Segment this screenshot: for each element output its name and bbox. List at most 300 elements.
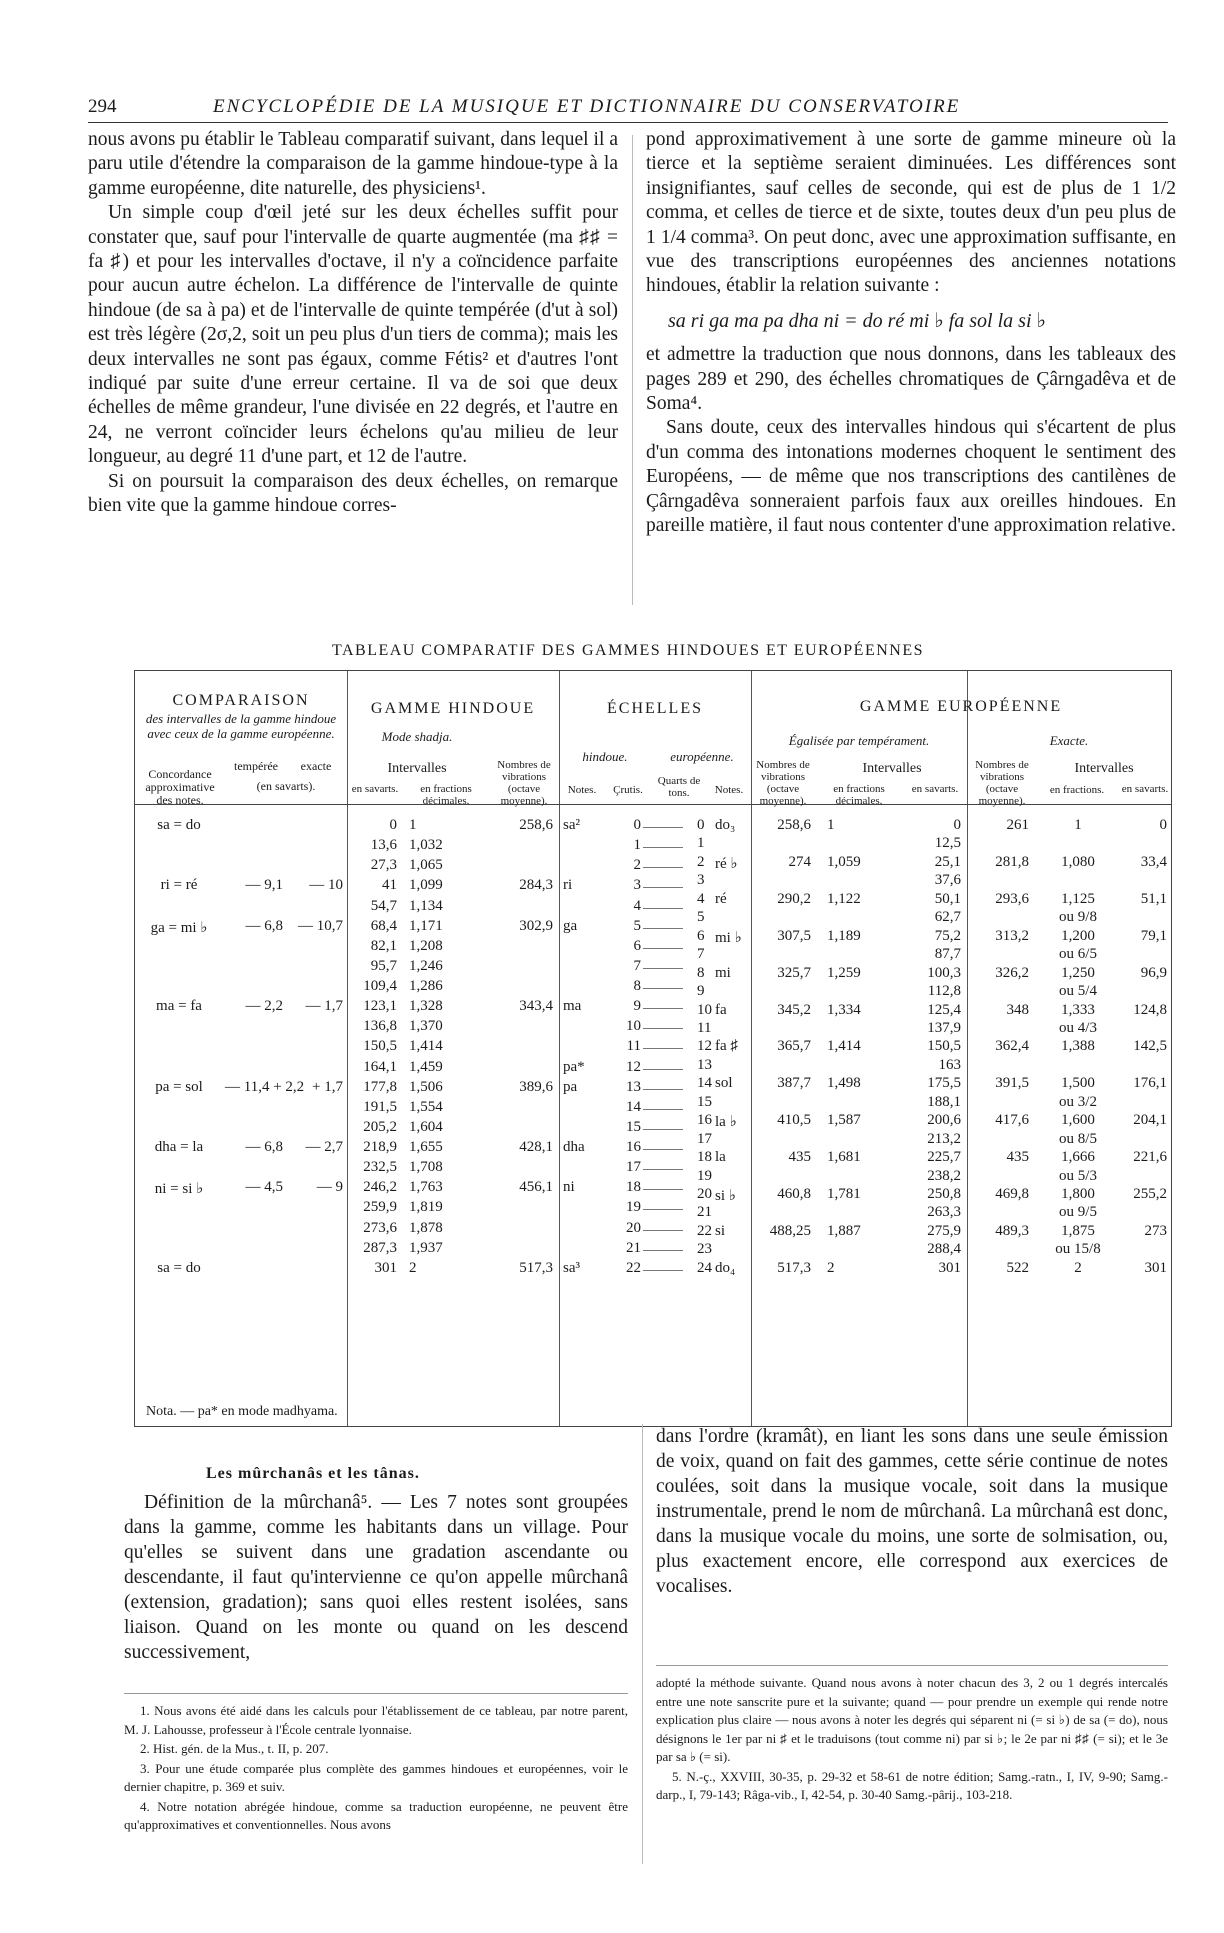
hindu-decimal: 1,819	[409, 1199, 443, 1216]
exact-vibrations: 261	[1006, 817, 1029, 833]
exact-fraction: 1,800	[1061, 1186, 1095, 1202]
hindu-decimal: 1,246	[409, 957, 443, 974]
header-europeenne: européenne.	[670, 749, 734, 764]
exact-savarts: 221,6	[1133, 1149, 1167, 1166]
footnotes-left	[124, 1693, 628, 1836]
hindu-savarts: 54,7	[370, 897, 397, 914]
concordance-note: sa = do	[157, 1259, 201, 1276]
quarter-tone: 12	[697, 1038, 712, 1055]
cruti-number: 4	[633, 897, 641, 914]
hindu-savarts: 0	[389, 817, 397, 833]
tempered-savarts: 0	[953, 817, 961, 833]
hindu-decimal: 1,655	[409, 1139, 443, 1156]
quarter-tone: 17	[697, 1130, 712, 1147]
hindu-vibrations: 284,3	[519, 877, 553, 894]
hindu-decimal: 1,506	[409, 1078, 443, 1095]
exact-fraction: 1,875	[1061, 1222, 1095, 1239]
cruti-number: 15	[626, 1118, 641, 1135]
header-comparaison: COMPARAISON	[172, 692, 310, 709]
exact-fraction: ou 3/2	[1059, 1093, 1097, 1110]
exact-fraction: ou 5/3	[1059, 1167, 1097, 1184]
exact-savarts: 176,1	[1133, 1075, 1167, 1092]
header-exacte: exacte	[300, 759, 332, 773]
quarter-tone: 5	[697, 909, 705, 926]
header-mode: Mode shadja.	[381, 729, 453, 744]
header-exact-savarts: en savarts.	[1121, 783, 1169, 795]
tempered-decimal: 1,122	[827, 890, 861, 907]
tempered-savarts: 87,7	[934, 946, 961, 963]
exact-savarts: 255,2	[1133, 1186, 1167, 1202]
exact-diff: — 2,7	[305, 1139, 343, 1156]
hindu-vibrations: 343,4	[519, 998, 553, 1015]
exact-fraction: ou 8/5	[1059, 1130, 1097, 1147]
hindu-decimal: 1,099	[409, 877, 443, 894]
scale-line	[643, 948, 683, 949]
quarter-tone: 8	[697, 964, 705, 981]
paragraph: Un simple coup d'œil jeté sur les deux échelles suffit pour constater que, sauf pour l'intervalle de quarte augmentée (ma ♯♯ = fa ♯) et pour les intervalles d'octave, il n'y a coïncidence parfaite pour aucun autre échelon. La différence de l'intervalle de quinte hindoue (de sa à pa) et de l'intervalle de quinte tempérée (d'ut à sol) est très légère (2σ,2, soit un peu plus d'un tiers de comma); mais les deux intervalles ne sont pas égaux, comme Fétis² et d'autres l'ont indiqué par suite d'une erreur certaine. Il va de soi que deux échelles de même grandeur, l'une divisée en 22 degrés, et l'autre en 24, ne verront coïncider leurs échelons qu'au milieu de leur longueur, au degré 11 d'une part, et 12 de l'autre.	[88, 202, 618, 468]
hindu-note: ma	[563, 998, 582, 1015]
tempered-savarts: 200,6	[927, 1112, 961, 1129]
hindu-savarts: 136,8	[363, 1018, 397, 1035]
tempered-savarts: 75,2	[934, 927, 961, 944]
quarter-tone: 4	[697, 890, 705, 907]
exact-vibrations: 348	[1006, 1001, 1029, 1018]
euro-note: la	[715, 1149, 726, 1166]
tempered-savarts: 288,4	[927, 1241, 961, 1258]
hindu-savarts: 27,3	[370, 857, 397, 874]
cruti-number: 12	[626, 1058, 641, 1075]
hindu-savarts: 232,5	[363, 1159, 397, 1176]
exact-savarts: 301	[1144, 1259, 1167, 1276]
quarter-tone: 0	[697, 817, 705, 833]
hindu-decimal: 1,286	[409, 978, 443, 995]
header-echelles: ÉCHELLES	[607, 700, 703, 717]
tempered-diff: — 6,8	[245, 917, 283, 934]
quarter-tone: 2	[697, 853, 705, 870]
tempered-decimal: 1,059	[827, 853, 861, 870]
tempered-savarts: 37,6	[934, 872, 961, 889]
cruti-number: 17	[626, 1159, 641, 1176]
header-temperee: tempérée	[234, 759, 278, 773]
concordance-note: dha = la	[154, 1139, 204, 1156]
exact-fraction: 1,666	[1061, 1149, 1095, 1166]
header-hindoue: hindoue.	[582, 749, 628, 764]
header-gamme-hindoue: GAMME HINDOUE	[370, 700, 536, 717]
hindu-savarts: 301	[374, 1259, 397, 1276]
euro-note: la ♭	[715, 1114, 737, 1131]
quarter-tone: 19	[697, 1167, 712, 1184]
quarter-tone: 10	[697, 1001, 712, 1018]
quarter-tone: 6	[697, 927, 705, 944]
exact-fraction: 1,333	[1061, 1001, 1095, 1018]
exact-savarts: 273	[1144, 1222, 1167, 1239]
scale-line	[643, 1270, 683, 1271]
hindu-savarts: 273,6	[363, 1219, 397, 1236]
cruti-number: 8	[633, 978, 641, 995]
hindu-decimal: 1,328	[409, 998, 443, 1015]
header-exact-fractions: en fractions.	[1049, 784, 1105, 796]
hindu-savarts: 82,1	[370, 937, 397, 954]
exact-diff: — 10	[309, 877, 343, 894]
cruti-number: 9	[633, 998, 641, 1015]
cruti-number: 21	[626, 1239, 641, 1256]
exact-savarts: 0	[1159, 817, 1167, 833]
quarter-tone: 1	[697, 835, 705, 852]
tempered-diff: — 6,8	[245, 1139, 283, 1156]
footnotes-right	[656, 1665, 1168, 1806]
cruti-number: 19	[626, 1199, 641, 1216]
hindu-decimal: 1,763	[409, 1179, 443, 1196]
paragraph: et admettre la traduction que nous donnons, dans les tableaux des pages 289 et 290, des échelles chromatiques de Çârngadêva et de Soma⁴.	[646, 344, 1176, 415]
tempered-diff: — 11,4 + 2,2	[225, 1078, 305, 1095]
paragraph: Définition de la mûrchanâ⁵. — Les 7 notes sont groupées dans la gamme, comme les habitants dans un village. Pour qu'elles se suivent dans une gradation ascendante ou descendante, il faut qu'intervienne ce qu'on appelle mûrchanâ (extension, gradation); sans quoi elles restent isolées, sans liaison. Quand on les monte ou quand on les descend successivement,	[124, 1492, 628, 1663]
header-intervalles: Intervalles	[387, 761, 447, 776]
tempered-vibrations: 365,7	[777, 1038, 811, 1055]
hindu-savarts: 13,6	[370, 837, 397, 854]
hindu-note: dha	[563, 1139, 585, 1156]
running-title: ENCYCLOPÉDIE DE LA MUSIQUE ET DICTIONNAIRE DU CONSERVATOIRE	[213, 96, 961, 117]
hindu-note: pa	[563, 1078, 578, 1095]
header-exact-vibrations: Nombres de vibrations (octave moyenne).	[975, 759, 1029, 807]
hindu-decimal: 2	[409, 1259, 417, 1276]
quarter-tone: 22	[697, 1222, 712, 1239]
euro-note: do₄	[715, 1259, 736, 1276]
header-notes: Notes.	[567, 784, 597, 796]
exact-diff: + 1,7	[312, 1078, 343, 1095]
tempered-savarts: 163	[938, 1056, 961, 1073]
scale-line	[643, 887, 683, 888]
hindu-decimal: 1,208	[409, 937, 443, 954]
cruti-number: 1	[633, 837, 641, 854]
scale-line	[643, 827, 683, 828]
scale-line	[643, 1189, 683, 1190]
quarter-tone: 23	[697, 1241, 712, 1258]
scale-line	[643, 1008, 683, 1009]
hindu-savarts: 287,3	[363, 1239, 397, 1256]
tempered-savarts: 100,3	[927, 964, 961, 981]
hindu-decimal: 1,708	[409, 1159, 443, 1176]
tempered-savarts: 301	[938, 1259, 961, 1276]
hindu-decimal: 1,878	[409, 1219, 443, 1236]
concordance-note: ga = mi ♭	[150, 919, 208, 936]
tempered-vibrations: 460,8	[777, 1186, 811, 1202]
quarter-tone: 13	[697, 1056, 712, 1073]
hindu-savarts: 218,9	[363, 1139, 397, 1156]
header-concordance: Concordance approximative des notes.	[145, 767, 215, 807]
body-left-column	[88, 128, 618, 519]
hindu-note: pa*	[563, 1058, 585, 1075]
paragraph: Sans doute, ceux des intervalles hindous qui s'écartent de plus d'un comma des intonations modernes choquent le sentiment des Européens, — de même que nos transcriptions des cantilènes de Çârngadêva sonneraient parfois faux aux oreilles hindoues. En pareille matière, il faut nous contenter d'une approximation relative.	[646, 417, 1176, 537]
hindu-decimal: 1	[409, 817, 417, 833]
tempered-decimal: 1,189	[827, 927, 861, 944]
tempered-vibrations: 274	[788, 853, 811, 870]
exact-fraction: ou 9/8	[1059, 909, 1097, 926]
tempered-savarts: 125,4	[927, 1001, 961, 1018]
hindu-decimal: 1,032	[409, 837, 443, 854]
tempered-diff: — 2,2	[245, 998, 283, 1015]
tempered-vibrations: 488,25	[769, 1222, 811, 1239]
cruti-number: 7	[633, 957, 641, 974]
euro-note: fa ♯	[715, 1038, 738, 1055]
exact-fraction: 1,200	[1061, 927, 1095, 944]
exact-fraction: 1	[1074, 817, 1082, 833]
section-right-column	[656, 1424, 1168, 1599]
exact-diff: — 10,7	[298, 917, 343, 934]
cruti-number: 22	[626, 1259, 641, 1276]
tempered-savarts: 175,5	[927, 1075, 961, 1092]
exact-fraction: 2	[1074, 1259, 1082, 1276]
exact-fraction: ou 5/4	[1059, 983, 1097, 1000]
tempered-savarts: 25,1	[934, 853, 961, 870]
exact-fraction: 1,388	[1061, 1038, 1095, 1055]
column-separator	[632, 135, 633, 605]
hindu-note: ri	[563, 877, 573, 894]
exact-fraction: ou 9/5	[1059, 1204, 1097, 1221]
exact-fraction: ou 4/3	[1059, 1019, 1097, 1036]
tempered-savarts: 62,7	[934, 909, 961, 926]
footnote: 3. Pour une étude comparée plus complète des gammes hindoues et européennes, voir le dernier chapitre, p. 369 et suiv.	[124, 1760, 628, 1794]
hindu-vibrations: 389,6	[519, 1078, 553, 1095]
exact-savarts: 204,1	[1133, 1112, 1167, 1129]
cruti-number: 2	[633, 857, 641, 874]
tempered-decimal: 1,259	[827, 964, 861, 981]
cruti-number: 6	[633, 937, 641, 954]
hindu-note: ni	[563, 1179, 575, 1196]
tempered-savarts: 238,2	[927, 1167, 961, 1184]
tempered-savarts: 112,8	[927, 983, 961, 1000]
header-exacte-group: Exacte.	[1049, 733, 1089, 748]
exact-diff: — 1,7	[305, 998, 343, 1015]
header-egalisee: Égalisée par tempérament.	[788, 733, 930, 748]
exact-vibrations: 293,6	[995, 890, 1029, 907]
hindu-savarts: 95,7	[370, 957, 397, 974]
header-gamme-europeenne: GAMME EUROPÉENNE	[859, 698, 1063, 715]
hindu-vibrations: 456,1	[519, 1179, 553, 1196]
quarter-tone: 16	[697, 1112, 712, 1129]
tempered-savarts: 275,9	[927, 1222, 961, 1239]
cruti-number: 5	[633, 917, 641, 934]
cruti-number: 10	[626, 1018, 641, 1035]
tempered-decimal: 1,681	[827, 1149, 861, 1166]
exact-savarts: 79,1	[1140, 927, 1167, 944]
table-title: TABLEAU COMPARATIF DES GAMMES HINDOUES ET EUROPÉENNES	[331, 642, 925, 659]
header-quarts-de-tons: Quarts de tons.	[657, 775, 701, 799]
page-header	[88, 92, 1168, 122]
hindu-vibrations: 428,1	[519, 1139, 553, 1156]
scale-line	[643, 908, 683, 909]
scale-line	[643, 847, 683, 848]
scale-line	[643, 1230, 683, 1231]
scale-line	[643, 1250, 683, 1251]
cruti-number: 13	[626, 1078, 641, 1095]
header-nombres-vibrations: Nombres de vibrations (octave moyenne).	[497, 759, 551, 807]
exact-fraction: ou 6/5	[1059, 946, 1097, 963]
exact-vibrations: 362,4	[995, 1038, 1029, 1055]
hindu-savarts: 177,8	[363, 1078, 397, 1095]
exact-vibrations: 435	[1006, 1149, 1029, 1166]
hindu-savarts: 259,9	[363, 1199, 397, 1216]
header-crutis: Çrutis.	[613, 784, 643, 796]
exact-savarts: 96,9	[1140, 964, 1167, 981]
cruti-number: 14	[626, 1098, 641, 1115]
hindu-savarts: 150,5	[363, 1038, 397, 1055]
tempered-vibrations: 307,5	[777, 927, 811, 944]
hindu-savarts: 109,4	[363, 978, 397, 995]
exact-vibrations: 489,3	[995, 1222, 1029, 1239]
tempered-savarts: 263,3	[927, 1204, 961, 1221]
header-euro-intervalles: Intervalles	[862, 761, 922, 776]
hindu-decimal: 1,134	[409, 897, 443, 914]
tempered-vibrations: 290,2	[777, 890, 811, 907]
euro-note: fa	[715, 1001, 727, 1018]
exact-savarts: 51,1	[1140, 890, 1167, 907]
exact-vibrations: 313,2	[995, 927, 1029, 944]
footnote: 4. Notre notation abrégée hindoue, comme sa traduction européenne, ne peuvent être qu'approximatives et conventionnelles. Nous avons	[124, 1798, 628, 1832]
scale-line	[643, 1089, 683, 1090]
hindu-savarts: 123,1	[363, 998, 397, 1015]
quarter-tone: 15	[697, 1093, 712, 1110]
scale-line	[643, 1069, 683, 1070]
euro-note: si	[715, 1222, 726, 1239]
tempered-diff: — 9,1	[245, 877, 283, 894]
hindu-vibrations: 517,3	[519, 1259, 553, 1276]
scale-line	[643, 1149, 683, 1150]
tempered-decimal: 1	[827, 817, 835, 833]
tempered-decimal: 1,781	[827, 1186, 861, 1202]
hindu-note: ga	[563, 917, 578, 934]
exact-vibrations: 522	[1006, 1259, 1029, 1276]
paragraph: nous avons pu établir le Tableau comparatif suivant, dans lequel il a paru utile d'étendre la comparaison de la gamme hindoue-type à la gamme européenne, dite naturelle, des physiciens¹.	[88, 129, 618, 199]
tempered-diff: — 4,5	[245, 1179, 283, 1196]
page-number: 294	[88, 96, 117, 117]
tempered-decimal: 1,414	[827, 1038, 861, 1055]
exact-fraction: 1,600	[1061, 1112, 1095, 1129]
exact-vibrations: 281,8	[995, 853, 1029, 870]
quarter-tone: 24	[697, 1259, 712, 1276]
exact-fraction: 1,250	[1061, 964, 1095, 981]
concordance-note: sa = do	[157, 817, 201, 833]
tempered-decimal: 1,587	[827, 1112, 861, 1129]
hindu-vibrations: 302,9	[519, 917, 553, 934]
exact-fraction: 1,500	[1061, 1075, 1095, 1092]
hindu-note: sa³	[563, 1259, 580, 1276]
footnote: adopté la méthode suivante. Quand nous avons à noter chacun des 3, 2 ou 1 degrés intercalés entre une note sanscrite pure et la suivante; quand — pour prendre un exemple qui rende notre explication plus claire — nous avons à noter les degrés qui séparent ni (= si ♭) de sa (= do), nous désignons le 1er par ni ♯ et le traduisons (tout comme ni) par si ♭; le 2e par ni ♯♯ (= si); et le 3e par sa ♭ (= si).	[656, 1675, 1168, 1764]
quarter-tone: 11	[697, 1019, 712, 1036]
hindu-decimal: 1,171	[409, 917, 443, 934]
exact-savarts: 142,5	[1133, 1038, 1167, 1055]
euro-note: mi ♭	[715, 929, 742, 946]
hindu-savarts: 246,2	[363, 1179, 397, 1196]
hindu-decimal: 1,065	[409, 857, 443, 874]
hindu-decimal: 1,370	[409, 1018, 443, 1035]
tempered-vibrations: 325,7	[777, 964, 811, 981]
exact-fraction: 1,125	[1061, 890, 1095, 907]
hindu-decimal: 1,414	[409, 1038, 443, 1055]
tempered-decimal: 1,334	[827, 1001, 861, 1018]
cruti-number: 3	[633, 877, 641, 894]
column-separator	[642, 1424, 643, 1864]
concordance-note: pa = sol	[155, 1078, 203, 1095]
hindu-savarts: 68,4	[370, 917, 397, 934]
header-exact-intervalles: Intervalles	[1074, 761, 1134, 776]
euro-note: mi	[715, 964, 731, 981]
quarter-tone: 7	[697, 946, 705, 963]
header-en-savarts-group: (en savarts).	[256, 779, 316, 793]
cruti-number: 16	[626, 1139, 641, 1156]
cruti-number: 20	[626, 1219, 641, 1236]
header-comparaison-sub: des intervalles de la gamme hindoue avec ceux de la gamme européenne.	[145, 711, 337, 741]
quarter-tone: 20	[697, 1186, 712, 1202]
tempered-savarts: 213,2	[927, 1130, 961, 1147]
scale-line	[643, 1209, 683, 1210]
tempered-vibrations: 345,2	[777, 1001, 811, 1018]
tempered-savarts: 250,8	[927, 1186, 961, 1202]
footnote: 2. Hist. gén. de la Mus., t. II, p. 207.	[140, 1741, 329, 1756]
quarter-tone: 14	[697, 1075, 712, 1092]
exact-vibrations: 326,2	[995, 964, 1029, 981]
scale-line	[643, 1129, 683, 1130]
exact-vibrations: 469,8	[995, 1186, 1029, 1202]
quarter-tone: 9	[697, 983, 705, 1000]
cruti-number: 11	[626, 1038, 641, 1055]
tempered-savarts: 150,5	[927, 1038, 961, 1055]
exact-vibrations: 391,5	[995, 1075, 1029, 1092]
hindu-savarts: 191,5	[363, 1098, 397, 1115]
note-relation-formula: sa ri ga ma pa dha ni = do ré mi ♭ fa sol la si ♭	[668, 309, 1046, 332]
footnote: 5. N.-ç., XXVIII, 30-35, p. 29-32 et 58-61 de notre édition; Samg.-ratn., I, IV, 9-90; Samg.-darp., I, 79-143; Râga-vib., I, 42-54, p. 30-40 Samg.-pârij., 103-218.	[656, 1768, 1168, 1802]
scale-line	[643, 1028, 683, 1029]
header-euro-decimales: en fractions décimales.	[833, 783, 885, 807]
header-en-fractions-decimales: en fractions décimales.	[420, 783, 472, 807]
scale-line	[643, 1048, 683, 1049]
exact-diff: — 9	[316, 1179, 343, 1196]
header-notes-europe: Notes.	[714, 784, 744, 796]
scale-line	[643, 1109, 683, 1110]
hindu-savarts: 205,2	[363, 1118, 397, 1135]
exact-savarts: 124,8	[1133, 1001, 1167, 1018]
exact-savarts: 33,4	[1140, 853, 1167, 870]
tempered-decimal: 1,498	[827, 1075, 861, 1092]
euro-note: si ♭	[715, 1188, 736, 1204]
tempered-savarts: 225,7	[927, 1149, 961, 1166]
tempered-savarts: 137,9	[927, 1019, 961, 1036]
tempered-decimal: 2	[827, 1259, 835, 1276]
tempered-savarts: 50,1	[934, 890, 961, 907]
scale-line	[643, 867, 683, 868]
exact-vibrations: 417,6	[995, 1112, 1029, 1129]
paragraph: pond approximativement à une sorte de gamme mineure où la tierce et la septième seraient diminuées. Les différences sont insignifiantes, sauf celles de seconde, qui est de plus de 1 1/2 comma, et celles de tierce et de sixte, toutes deux d'un peu plus de 1 1/4 comma³. On peut donc, avec une approximation suffisante, en vue des transcriptions européennes des anciennes notations hindoues, établir la relation suivante :	[646, 129, 1176, 297]
exact-fraction: ou 15/8	[1055, 1241, 1101, 1258]
tempered-vibrations: 517,3	[777, 1259, 811, 1276]
hindu-decimal: 1,554	[409, 1098, 443, 1115]
cruti-number: 0	[633, 817, 641, 833]
scale-line	[643, 928, 683, 929]
body-right-column	[646, 128, 1176, 539]
euro-note: ré	[715, 890, 727, 907]
quarter-tone: 18	[697, 1149, 712, 1166]
table-nota: Nota. — pa* en mode madhyama.	[146, 1404, 338, 1419]
euro-note: sol	[715, 1075, 733, 1092]
paragraph: dans l'ordre (kramât), en liant les sons dans une seule émission de voix, quand on fait des gammes, cette série continue de notes coulées, soit dans la musique vocale, soit dans la musique instrumentale, prend le nom de mûrchanâ. La mûrchanâ est donc, dans la musique vocale du moins, une sorte de solmisation, ou, plus exactement encore, elle correspond aux exercices de vocalises.	[656, 1426, 1168, 1597]
scale-line	[643, 988, 683, 989]
paragraph: Si on poursuit la comparaison des deux échelles, on remarque bien vite que la gamme hindoue corres-	[88, 470, 618, 517]
hindu-decimal: 1,937	[409, 1239, 443, 1256]
scale-line	[643, 968, 683, 969]
section-title: Les mûrchanâs et les tânas.	[206, 1465, 420, 1482]
euro-note: do₃	[715, 817, 736, 833]
tempered-vibrations: 258,6	[777, 817, 811, 833]
comparison-table	[134, 670, 1172, 1427]
